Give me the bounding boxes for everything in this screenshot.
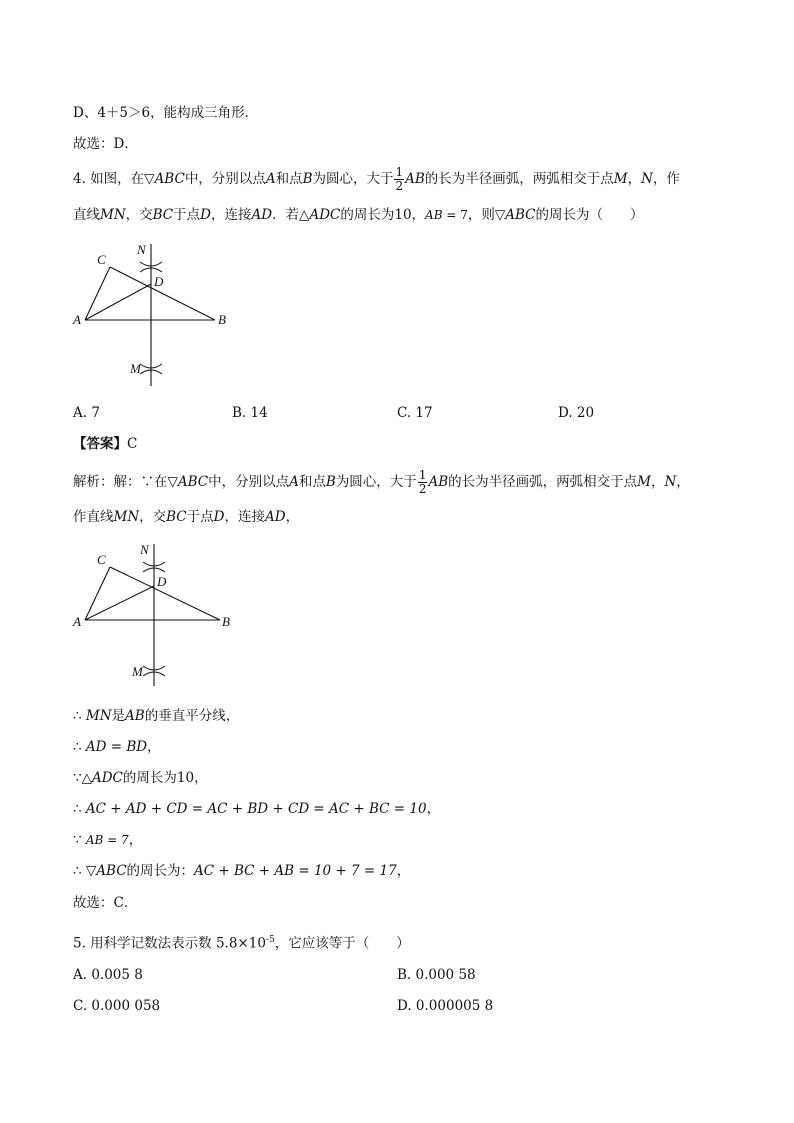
text-run: ，作: [652, 171, 680, 187]
label-b: B: [218, 312, 226, 327]
math-bc: BC: [166, 509, 187, 525]
q5-stem: [73, 930, 410, 954]
text-run: ，它应该等于（ ）: [274, 935, 410, 952]
math-equation: AC + BC + AB = 10 + 7 = 17: [194, 863, 397, 879]
label-a: A: [73, 312, 81, 327]
text-run: 解析：解：∵在: [73, 474, 168, 490]
text-run: ∵: [73, 832, 86, 848]
q4-explanation-line-2: [73, 507, 299, 527]
text-run: ，则: [467, 207, 495, 223]
math-abc: ABC: [505, 207, 536, 223]
math-abc: ABC: [177, 474, 209, 490]
text-run: ，: [650, 474, 665, 490]
q4-option-b[interactable]: B. 14: [232, 405, 268, 421]
fraction-numerator: 1: [418, 468, 427, 482]
math-ad: AD: [264, 509, 286, 525]
math-ab: AB: [125, 708, 145, 724]
triangle-symbol: ▽: [494, 207, 506, 223]
q4-stem-line-1: [73, 166, 680, 193]
text-run: 为圆心，大于: [335, 474, 417, 490]
text-run: 的周长为（ ）: [535, 207, 644, 223]
math-mn: MN: [100, 207, 126, 223]
math-equation: AB = 7: [85, 833, 129, 847]
text-run: 4. 如图，在: [73, 171, 145, 187]
text-run: 作直线: [73, 509, 114, 525]
label-n: N: [140, 542, 149, 557]
step-2: [73, 737, 161, 757]
math-bc: BC: [152, 207, 174, 223]
q5-option-b[interactable]: B. 0.000 58: [397, 967, 476, 983]
label-b: B: [222, 614, 230, 629]
math-b: B: [302, 171, 313, 187]
label-d: D: [157, 574, 167, 589]
math-n: N: [641, 171, 653, 187]
text-run: 为圆心，大于: [312, 171, 394, 187]
text-run: ，: [396, 863, 411, 879]
math-abc: ABC: [96, 863, 127, 879]
exponent: -5: [265, 935, 275, 945]
step-3: [73, 768, 208, 788]
text-run: ，: [285, 509, 300, 525]
text-run: ∵△: [73, 770, 92, 786]
text-run: ，交: [125, 207, 153, 223]
text-run: 中，分别以点: [184, 171, 266, 187]
answer-value: C: [127, 436, 138, 452]
text-run: 的周长为10，: [122, 770, 208, 786]
math-adc: ADC: [309, 207, 341, 223]
text-run: ，连接: [224, 509, 265, 525]
math-m: M: [637, 474, 651, 490]
text-run: ∴: [73, 708, 86, 724]
step-6: [73, 861, 410, 881]
text-run: ，: [128, 832, 143, 848]
math-a: A: [289, 474, 299, 490]
prev-answer-pick: 故选：D．: [73, 136, 138, 152]
text-run: ，: [676, 474, 690, 490]
math-a: A: [265, 171, 276, 187]
triangle-symbol: ▽: [167, 474, 178, 490]
fraction-one-half: [394, 166, 404, 193]
label-d: D: [154, 274, 164, 289]
fraction-denominator: 2: [395, 179, 404, 193]
math-ab: AB: [405, 171, 425, 187]
fraction-numerator: 1: [395, 165, 404, 179]
math-abc: ABC: [154, 171, 185, 187]
label-c: C: [97, 552, 106, 567]
math-n: N: [664, 474, 677, 490]
q4-triangle-figure: [70, 240, 250, 390]
text-run: 的长为半径画弧，两弧相交于点: [448, 474, 638, 490]
text-run: ∴: [73, 739, 86, 755]
q4-option-c[interactable]: C. 17: [397, 405, 433, 421]
text-run: 5. 用科学记数法表示数 5.8×10: [73, 935, 266, 952]
text-run: 于点: [186, 509, 214, 525]
q4-option-d[interactable]: D. 20: [558, 405, 595, 421]
answer-label: 【答案】: [73, 436, 127, 452]
label-a: A: [73, 614, 81, 629]
text-run: ∴: [73, 801, 86, 817]
math-value: = 7: [442, 208, 468, 222]
text-run: ，: [147, 739, 161, 755]
text-run: 于点: [173, 207, 201, 223]
segment-ad: [85, 586, 154, 620]
fraction-one-half: [418, 469, 428, 496]
q4-pick: 故选：C．: [73, 895, 138, 911]
text-run: 是: [111, 708, 126, 724]
text-run: ，: [426, 801, 441, 817]
fraction-denominator: 2: [418, 482, 427, 496]
text-run: 直线: [73, 207, 100, 223]
text-run: ∴: [73, 863, 86, 879]
text-run: 和点: [298, 474, 326, 490]
math-m: M: [613, 171, 628, 187]
math-ab: AB: [428, 474, 449, 490]
label-c: C: [97, 252, 106, 267]
text-run: 和点: [275, 171, 303, 187]
segment-ac: [85, 267, 110, 320]
math-mn: MN: [113, 509, 140, 525]
text-run: ，: [627, 171, 642, 187]
label-m: M: [132, 664, 143, 679]
text-run: 的长为半径画弧，两弧相交于点: [424, 171, 614, 187]
label-n: N: [137, 242, 146, 257]
step-1: [73, 706, 239, 726]
text-run: 的垂直平分线，: [144, 708, 240, 724]
text-run: ．若△: [272, 207, 310, 223]
q5-option-d[interactable]: D. 0.000005 8: [397, 998, 494, 1014]
text-run: 中，分别以点: [208, 474, 290, 490]
q4-explanation-line-1: [73, 469, 690, 496]
text-run: 的周长为10，: [340, 207, 426, 223]
q5-option-c[interactable]: C. 0.000 058: [73, 998, 161, 1014]
math-b: B: [325, 474, 336, 490]
triangle-symbol: ▽: [144, 171, 155, 187]
text-run: 的周长为：: [126, 863, 195, 879]
segment-ad: [85, 284, 151, 320]
math-adc: ADC: [91, 770, 123, 786]
q4-answer: [73, 434, 137, 454]
text-run: ，交: [139, 509, 167, 525]
segment-ac: [85, 567, 110, 620]
q4-explanation-figure: [70, 540, 250, 690]
triangle-symbol: ▽: [85, 863, 97, 879]
math-ad: AD: [251, 207, 273, 223]
label-m: M: [130, 361, 141, 376]
math-equation: AC + AD + CD = AC + BD + CD = AC + BC = 10: [85, 801, 427, 817]
q4-stem-line-2: [73, 205, 644, 225]
q4-option-a[interactable]: A. 7: [73, 405, 100, 421]
step-5: [73, 830, 142, 850]
math-equation: AD = BD: [85, 739, 148, 755]
text-run: ，连接: [210, 207, 252, 223]
step-4: [73, 799, 440, 819]
q5-option-a[interactable]: A. 0.005 8: [73, 967, 143, 983]
prev-option-d-text: D、4＋5＞6，能构成三角形．: [73, 105, 259, 121]
math-ab: AB: [425, 208, 443, 222]
math-d: D: [200, 207, 211, 223]
math-mn: MN: [85, 708, 112, 724]
math-d: D: [213, 509, 225, 525]
